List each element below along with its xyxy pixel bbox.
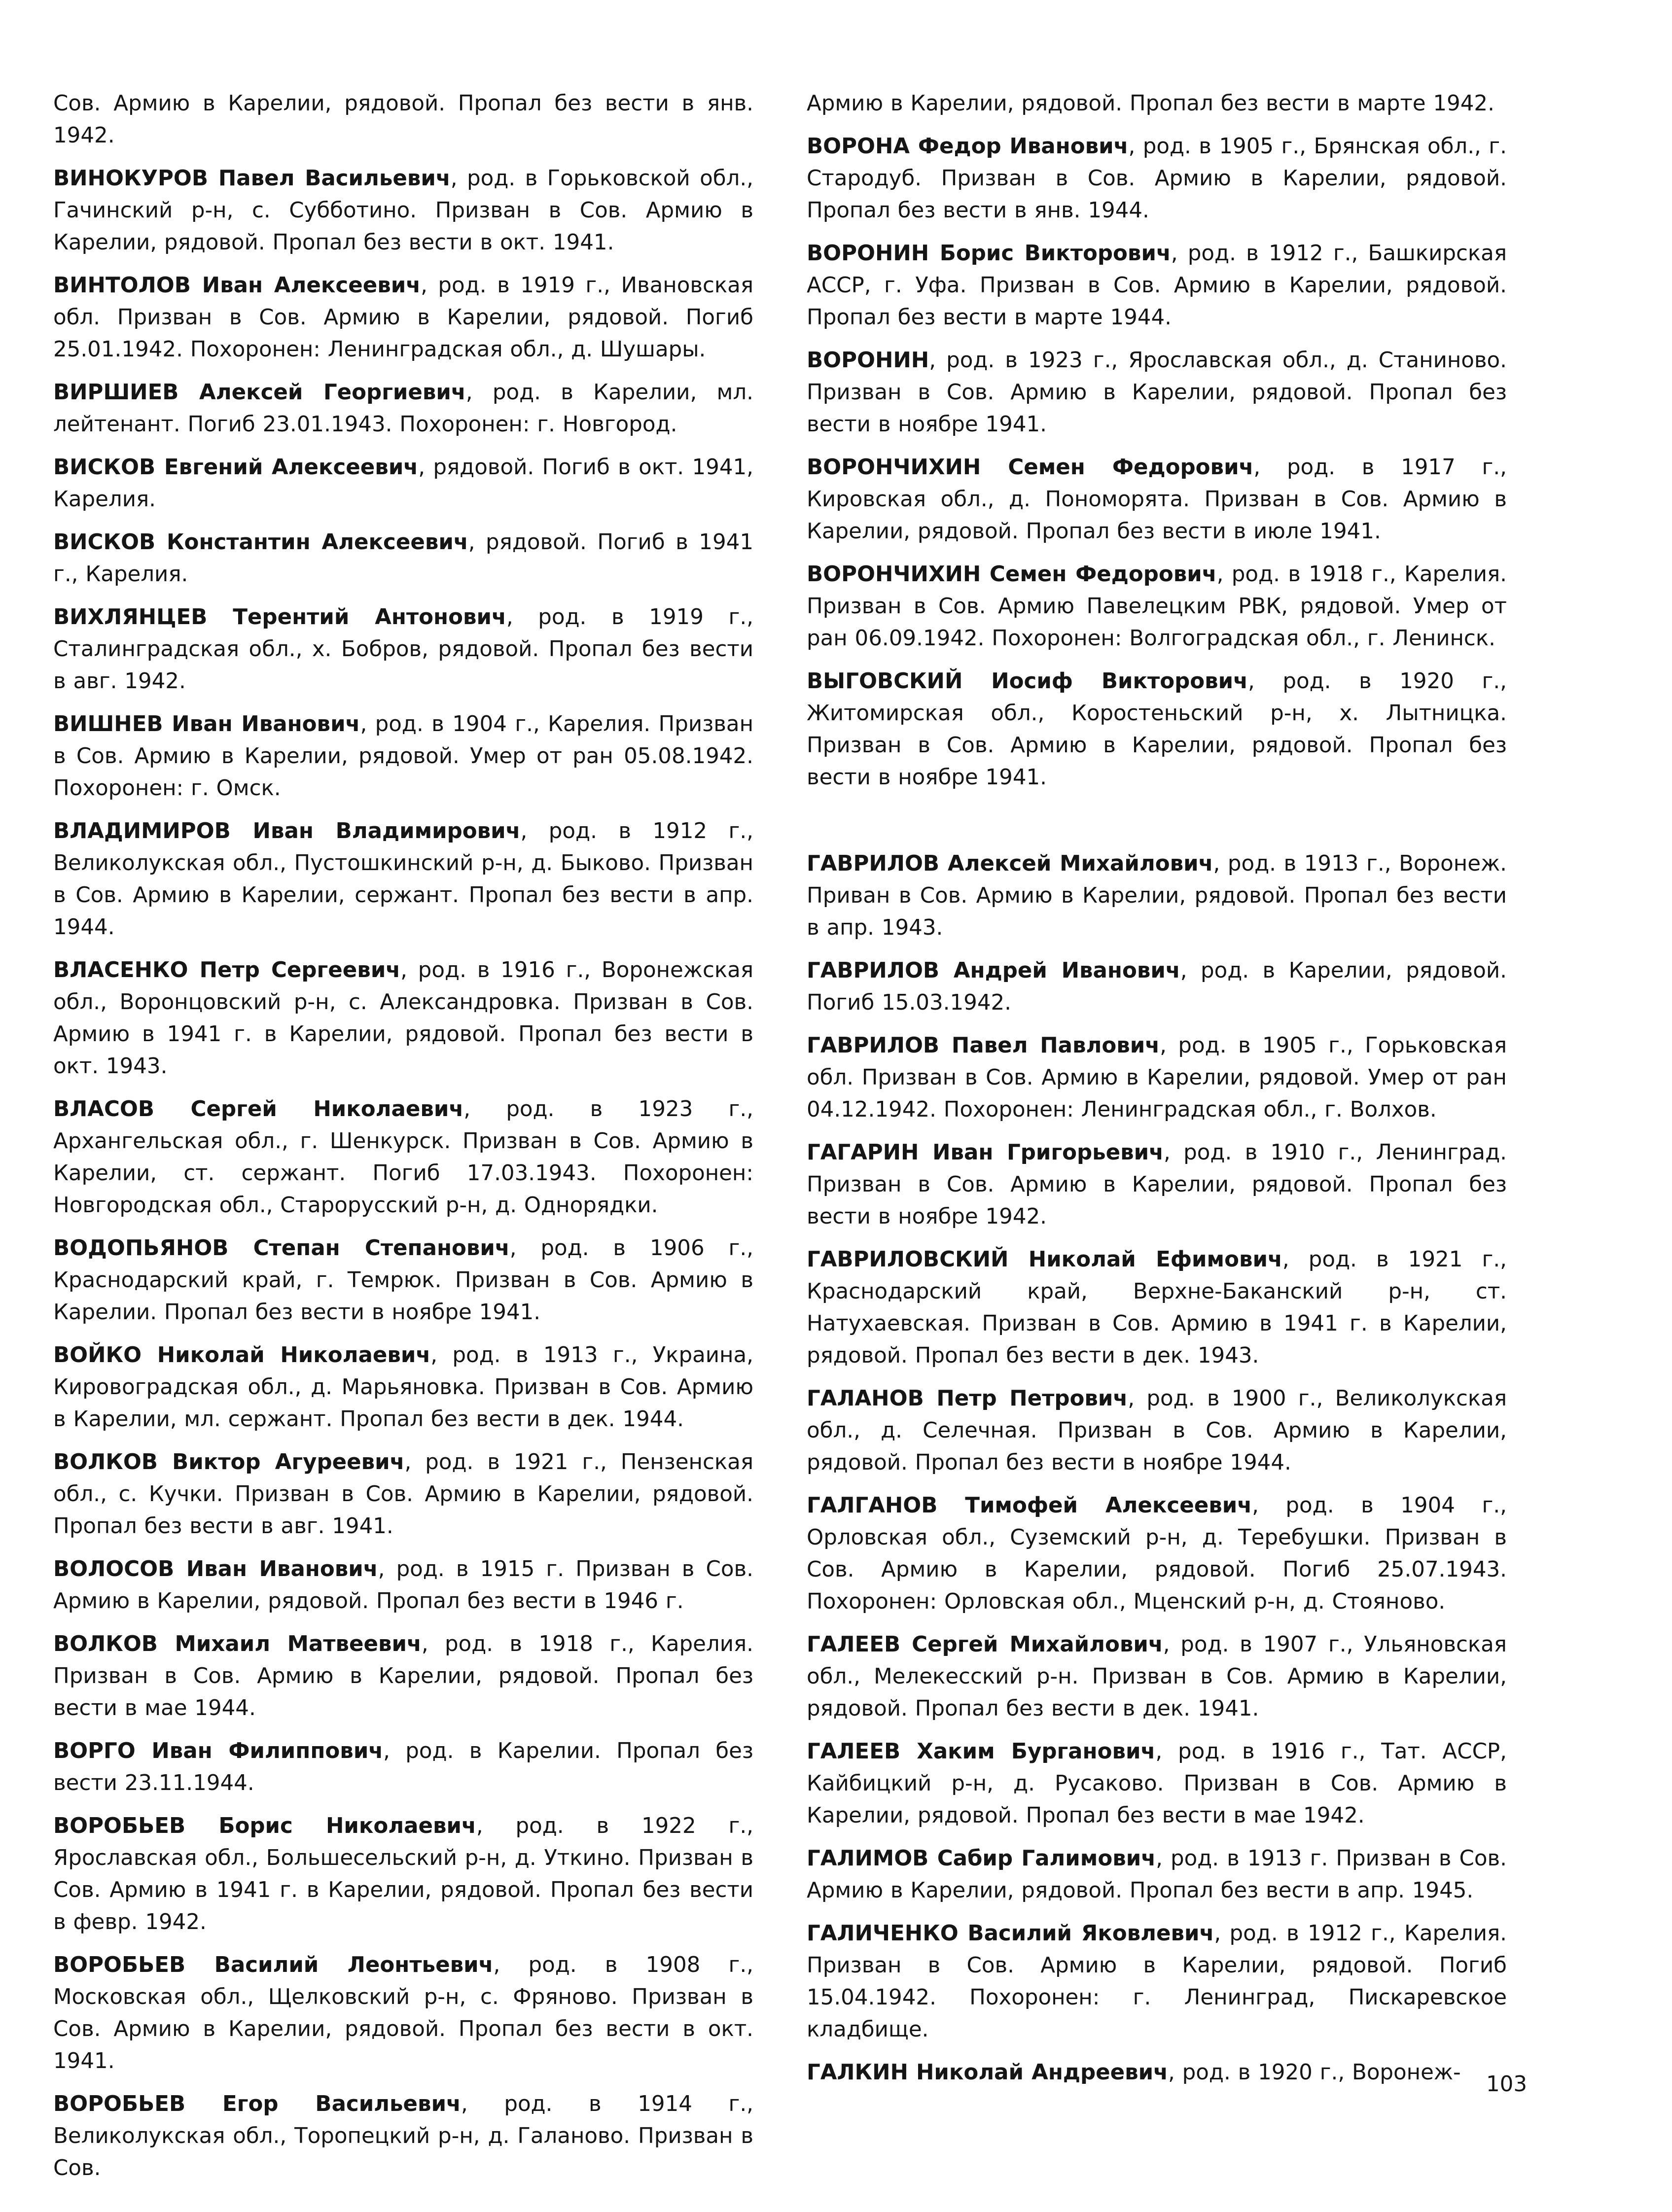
right-column-v-section <box>807 88 1507 794</box>
register-entry <box>53 163 753 259</box>
entry-name: ВОРОБЬЕВ Егор Васильевич <box>53 2092 461 2116</box>
entry-name: ВОЙКО Николай Николаевич <box>53 1343 431 1368</box>
register-entry <box>53 1553 753 1617</box>
entry-text: , род. в Карелии. Пропал без вести 23.11.1944. <box>53 1739 753 1795</box>
register-entry <box>53 708 753 805</box>
register-entry <box>807 2057 1507 2089</box>
entry-name: ВОРОНИН <box>807 348 929 373</box>
entry-text: , род. в 1910 г., Ленинград. Призван в Сов. Армию в Карелии, рядовой. Пропал без вести в ноябре 1942. <box>807 1140 1507 1229</box>
register-entry <box>53 377 753 441</box>
register-entry <box>807 666 1507 794</box>
register-entry <box>807 1244 1507 1372</box>
entry-name: ВОРОНЧИХИН Семен Федорович <box>807 455 1254 480</box>
entry-text: , род. в 1912 г., Башкирская АССР, г. Уфа. Призван в Сов. Армию в Карелии, рядовой. Пропал без вести в марте 1944. <box>807 241 1507 330</box>
entry-text: , род. в 1918 г., Карелия. Призван в Сов. Армию Павелецким РВК, рядовой. Умер от ран 06.09.1942. Похоронен: Волгоградская обл., г. Ленинск. <box>807 562 1507 651</box>
entry-name: ГАВРИЛОВ Андрей Иванович <box>807 958 1180 983</box>
entry-name: ВИРШИЕВ Алексей Георгиевич <box>53 380 466 405</box>
register-entry <box>807 848 1507 944</box>
entry-text: , род. в 1920 г., Воронеж- <box>1168 2060 1461 2085</box>
entry-name: ВЛАДИМИРОВ Иван Владимирович <box>53 819 521 843</box>
entry-text: , род. в 1918 г., Карелия. Призван в Сов. Армию в Карелии, рядовой. Пропал без вести в мае 1944. <box>53 1632 753 1720</box>
entry-text: , род. в 1906 г., Краснодарский край, г. Темрюк. Призван в Сов. Армию в Карелии. Пропал без вести в ноябре 1941. <box>53 1236 753 1325</box>
right-column <box>807 88 1507 2100</box>
entry-text: , род. в Карелии, мл. лейтенант. Погиб 23.01.1943. Похоронен: г. Новгород. <box>53 380 753 437</box>
register-entry <box>53 1735 753 1799</box>
page-number: 103 <box>1486 2072 1528 2097</box>
left-column <box>53 88 753 2195</box>
entry-name: ВОРОБЬЕВ Борис Николаевич <box>53 1814 476 1838</box>
entry-text: , рядовой. Погиб в окт. 1941, Карелия. <box>53 455 753 512</box>
register-entry <box>807 1030 1507 1126</box>
register-entry <box>807 1490 1507 1618</box>
register-entry <box>807 1736 1507 1832</box>
entry-name: ВОЛОСОВ Иван Иванович <box>53 1557 378 1581</box>
register-entry <box>807 1137 1507 1233</box>
register-entry <box>53 452 753 516</box>
entry-name: ВОРГО Иван Филиппович <box>53 1739 384 1763</box>
entry-name: ВИШНЕВ Иван Иванович <box>53 712 360 737</box>
entry-name: ВИНОКУРОВ Павел Васильевич <box>53 166 451 191</box>
entry-name: ВОРОНА Федор Иванович <box>807 134 1129 159</box>
entry-text: Армию в Карелии, рядовой. Пропал без вести в марте 1942. <box>807 91 1494 116</box>
register-entry <box>807 955 1507 1019</box>
entry-text: , рядовой. Погиб в 1941 г., Карелия. <box>53 530 753 587</box>
entry-name: ВОДОПЬЯНОВ Степан Степанович <box>53 1236 510 1261</box>
entry-text: , род. в 1923 г., Ярославская обл., д. Станиново. Призван в Сов. Армию в Карелии, рядовой. Пропал без вести в ноябре 1941. <box>807 348 1507 437</box>
entry-text: , род. в 1917 г., Кировская обл., д. Пономорята. Призван в Сов. Армию в Карелии, рядовой. Пропал без вести в июле 1941. <box>807 455 1507 544</box>
register-entry <box>807 1843 1507 1907</box>
entry-name: ВИНТОЛОВ Иван Алексеевич <box>53 273 421 298</box>
entry-text: , род. в 1904 г., Карелия. Призван в Сов. Армию в Карелии, рядовой. Умер от ран 05.08.1942. Похоронен: г. Омск. <box>53 712 754 801</box>
entry-text: , род. в 1907 г., Ульяновская обл., Мелекесский р-н. Призван в Сов. Армию в Карелии, рядовой. Пропал без вести в дек. 1941. <box>807 1632 1507 1721</box>
entry-text: , род. в Горьковской обл., Гачинский р-н, с. Субботино. Призван в Сов. Армию в Карелии, рядовой. Пропал без вести в окт. 1941. <box>53 166 754 255</box>
entry-name: ГАЛКИН Николай Андреевич <box>807 2060 1169 2085</box>
entry-name: ГАЛИМОВ Сабир Галимович <box>807 1846 1156 1871</box>
register-entry <box>53 1446 753 1543</box>
entry-text: , род. в 1915 г. Призван в Сов. Армию в Карелии, рядовой. Пропал без вести в 1946 г. <box>53 1557 753 1614</box>
entry-text: , род. в 1913 г., Воронеж. Приван в Сов. Армию в Карелии, рядовой. Пропал без вести в апр. 1943. <box>807 851 1507 940</box>
entry-name: ГАВРИЛОВ Алексей Михайлович <box>807 851 1213 876</box>
entry-name: ГАЛЕЕВ Хаким Бурганович <box>807 1739 1156 1764</box>
register-entry <box>807 559 1507 655</box>
entry-name: ГАЛЕЕВ Сергей Михайлович <box>807 1632 1163 1657</box>
entry-text: , род. в 1905 г., Горьковская обл. Призван в Сов. Армию в Карелии, рядовой. Умер от ран 04.12.1942. Похоронен: Ленинградская обл., г. Волхов. <box>807 1033 1507 1122</box>
entry-text: , род. в 1914 г., Великолукская обл., Торопецкий р-н, д. Галаново. Призван в Сов. <box>53 2092 754 2180</box>
register-entry <box>53 527 753 591</box>
register-entry <box>807 452 1507 548</box>
entry-text: , род. в Карелии, рядовой. Погиб 15.03.1942. <box>807 958 1507 1015</box>
entry-text: , род. в 1908 г., Московская обл., Щелковский р-н, с. Фряново. Призван в Сов. Армию в Карелии, рядовой. Пропал без вести в окт. 1941. <box>53 1953 753 2073</box>
register-entry <box>53 601 753 698</box>
entry-text: , род. в 1919 г., Сталинградская обл., х. Бобров, рядовой. Пропал без вести в авг. 1942. <box>53 605 753 694</box>
register-entry <box>53 270 753 366</box>
entry-text: , род. в 1916 г., Воронежская обл., Воронцовский р-н, с. Александровка. Призван в Сов. Армию в 1941 г. в Карелии, рядовой. Пропал без вести в окт. 1943. <box>53 958 753 1079</box>
entry-name: ГАЛИЧЕНКО Василий Яковлевич <box>807 1921 1214 1946</box>
entry-text: , род. в 1920 г., Житомирская обл., Коростеньский р-н, х. Лытницка. Призван в Сов. Армию в Карелии, рядовой. Пропал без вести в ноябре 1941. <box>807 669 1507 790</box>
entry-text: , род. в 1921 г., Пензенская обл., с. Кучки. Призван в Сов. Армию в Карелии, рядовой. Пропал без вести в авг. 1941. <box>53 1450 753 1539</box>
entry-name: ВОЛКОВ Виктор Агуреевич <box>53 1450 405 1475</box>
entry-text: , род. в 1922 г., Ярославская обл., Большесельский р-н, д. Уткино. Призван в Сов. Армию в 1941 г. в Карелии, рядовой. Пропал без вести в февр. 1942. <box>53 1814 753 1934</box>
entry-name: ВИСКОВ Константин Алексеевич <box>53 530 468 555</box>
entry-name: ГАВРИЛОВ Павел Павлович <box>807 1033 1160 1058</box>
entry-name: ВИСКОВ Евгений Алексеевич <box>53 455 419 480</box>
register-entry <box>53 1810 753 1938</box>
entry-name: ГАЛГАНОВ Тимофей Алексеевич <box>807 1493 1252 1518</box>
register-entry <box>53 1232 753 1329</box>
register-entry <box>53 1628 753 1724</box>
entry-text: , род. в 1923 г., Архангельская обл., г. Шенкурск. Призван в Сов. Армию в Карелии, ст. сержант. Погиб 17.03.1943. Похоронен: Новгородская обл., Старорусский р-н, д. Однорядки. <box>53 1097 753 1218</box>
entry-name: ВОРОНИН Борис Викторович <box>807 241 1171 266</box>
entry-name: ВОЛКОВ Михаил Матвеевич <box>53 1632 422 1656</box>
entry-name: ВИХЛЯНЦЕВ Терентий Антонович <box>53 605 506 630</box>
register-entry <box>807 88 1507 120</box>
entry-name: ВЛАСЕНКО Петр Сергеевич <box>53 958 401 983</box>
register-entry <box>807 1918 1507 2046</box>
register-entry <box>807 345 1507 441</box>
register-entry <box>53 815 753 944</box>
register-entry <box>807 238 1507 334</box>
entry-name: ВОРОБЬЕВ Василий Леонтьевич <box>53 1953 494 1977</box>
entry-text: , род. в 1900 г., Великолукская обл., д. Селечная. Призван в Сов. Армию в Карелии, рядовой. Пропал без вести в ноябре 1944. <box>807 1386 1507 1475</box>
entry-text: , род. в 1912 г., Великолукская обл., Пустошкинский р-н, д. Быково. Призван в Сов. Армию в Карелии, сержант. Пропал без вести в апр. 1944. <box>53 819 753 940</box>
entry-text: , род. в 1913 г. Призван в Сов. Армию в Карелии, рядовой. Пропал без вести в апр. 1945. <box>807 1846 1507 1903</box>
register-entry <box>53 1339 753 1436</box>
entry-text: , род. в 1921 г., Краснодарский край, Верхне-Баканский р-н, ст. Натухаевская. Призван в Сов. Армию в 1941 г. в Карелии, рядовой. Пропал без вести в дек. 1943. <box>807 1247 1507 1368</box>
entry-text: , род. в 1919 г., Ивановская обл. Призван в Сов. Армию в Карелии, рядовой. Погиб 25.01.1942. Похоронен: Ленинградская обл., д. Шушары. <box>53 273 753 362</box>
register-entry <box>53 954 753 1083</box>
register-entry <box>53 2088 753 2184</box>
register-entry <box>53 88 753 152</box>
entry-text: , род. в 1916 г., Тат. АССР, Кайбицкий р-н, д. Русаково. Призван в Сов. Армию в Карелии, рядовой. Пропал без вести в мае 1942. <box>807 1739 1507 1828</box>
register-entry <box>807 1629 1507 1725</box>
register-entry <box>53 1949 753 2077</box>
entry-text: , род. в 1905 г., Брянская обл., г. Стародуб. Призван в Сов. Армию в Карелии, рядовой. Пропал без вести в янв. 1944. <box>807 134 1507 223</box>
register-entry <box>807 1383 1507 1479</box>
entry-name: ГАВРИЛОВСКИЙ Николай Ефимович <box>807 1247 1282 1272</box>
entry-name: ВЛАСОВ Сергей Николаевич <box>53 1097 464 1122</box>
entry-text: , род. в 1913 г., Украина, Кировоградская обл., д. Марьяновка. Призван в Сов. Армию в Карелии, мл. сержант. Пропал без вести в дек. 1944. <box>53 1343 753 1432</box>
section-gap <box>807 805 1507 848</box>
entry-text: , род. в 1912 г., Карелия. Призван в Сов. Армию в Карелии, рядовой. Погиб 15.04.1942. Похоронен: г. Ленинград, Пискаревское кладбище. <box>807 1921 1507 2042</box>
entry-name: ГАЛАНОВ Петр Петрович <box>807 1386 1128 1411</box>
register-entry <box>53 1093 753 1222</box>
right-column-g-section <box>807 848 1507 2089</box>
entry-text: , род. в 1904 г., Орловская обл., Суземский р-н, д. Теребушки. Призван в Сов. Армию в Карелии, рядовой. Погиб 25.07.1943. Похоронен: Орловская обл., Мценский р-н, д. Стояново. <box>807 1493 1507 1614</box>
entry-name: ВОРОНЧИХИН Семен Федорович <box>807 562 1217 587</box>
entry-name: ГАГАРИН Иван Григорьевич <box>807 1140 1164 1165</box>
register-entry <box>807 131 1507 227</box>
entry-name: ВЫГОВСКИЙ Иосиф Викторович <box>807 669 1248 694</box>
entry-text: Сов. Армию в Карелии, рядовой. Пропал без вести в янв. 1942. <box>53 91 753 148</box>
